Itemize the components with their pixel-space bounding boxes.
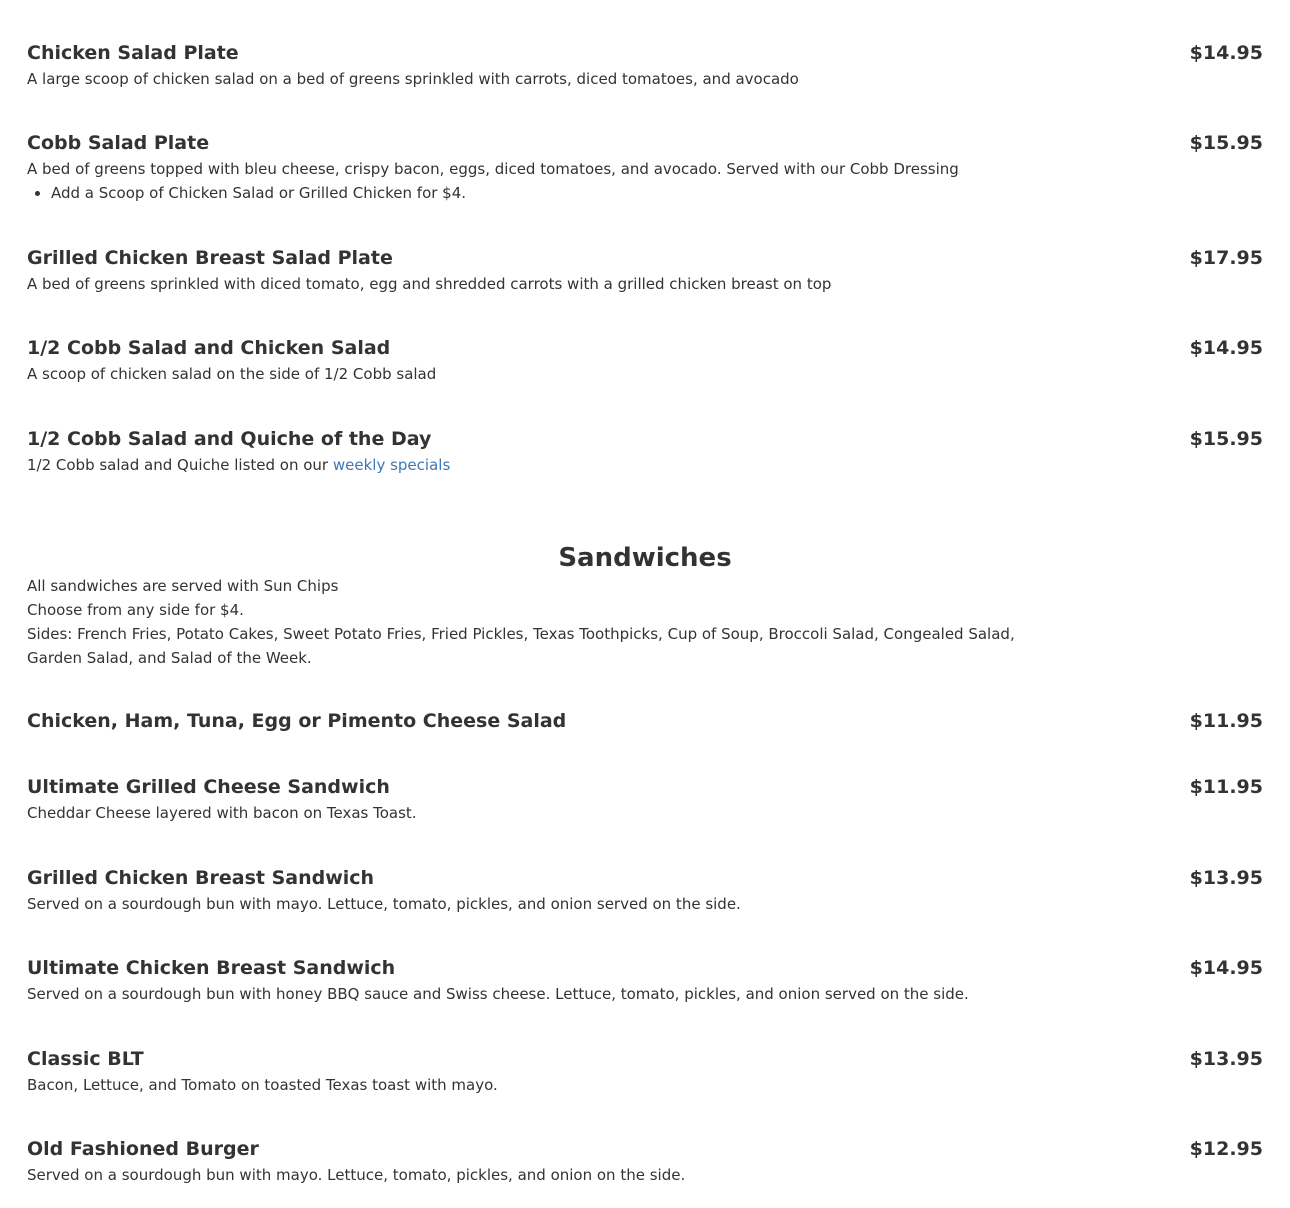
- item-price: $17.95: [1189, 247, 1263, 269]
- item-description: A bed of greens topped with bleu cheese, crispy bacon, eggs, diced tomatoes, and avocado. Served with our Cobb Dressing: [27, 160, 959, 178]
- item-description: Cheddar Cheese layered with bacon on Texas Toast.: [27, 804, 417, 822]
- description-text: 1/2 Cobb salad and Quiche listed on our: [27, 456, 333, 474]
- section-heading-sandwiches: Sandwiches: [558, 543, 732, 573]
- menu-item-grilled-chicken-breast-sandwich: [27, 865, 1263, 916]
- item-price: $14.95: [1189, 957, 1263, 979]
- item-price: $15.95: [1189, 428, 1263, 450]
- item-description: A bed of greens sprinkled with diced tomato, egg and shredded carrots with a grilled chicken breast on top: [27, 275, 832, 293]
- item-price: $14.95: [1189, 42, 1263, 64]
- menu-item-half-cobb-quiche: [27, 426, 1263, 477]
- item-name: Grilled Chicken Breast Sandwich: [27, 867, 375, 889]
- item-name: 1/2 Cobb Salad and Chicken Salad: [27, 337, 391, 359]
- intro-line: All sandwiches are served with Sun Chips: [27, 577, 339, 595]
- item-price: $13.95: [1189, 1048, 1263, 1070]
- item-price: $11.95: [1189, 710, 1263, 732]
- menu-item-ultimate-chicken-breast-sandwich: [27, 955, 1263, 1006]
- item-price: $13.95: [1189, 867, 1263, 889]
- item-description: Bacon, Lettuce, and Tomato on toasted Texas toast with mayo.: [27, 1076, 498, 1094]
- menu-item-chicken-salad-plate: [27, 40, 1263, 91]
- item-description: A large scoop of chicken salad on a bed of greens sprinkled with carrots, diced tomatoes, and avocado: [27, 70, 799, 88]
- addon-list: [27, 181, 1263, 205]
- weekly-specials-link[interactable]: weekly specials: [332, 456, 451, 474]
- addon-item: • Add a Scoop of Chicken Salad or Grilled Chicken for $4.: [51, 181, 1263, 205]
- item-description: A scoop of chicken salad on the side of 1/2 Cobb salad: [27, 365, 437, 383]
- item-description: Served on a sourdough bun with mayo. Lettuce, tomato, pickles, and onion served on the side.: [27, 895, 741, 913]
- item-price: $12.95: [1189, 1138, 1263, 1160]
- sandwiches-intro: [27, 574, 1027, 670]
- menu-item-half-cobb-chicken-salad: [27, 335, 1263, 386]
- item-name: Chicken, Ham, Tuna, Egg or Pimento Cheese Salad: [27, 710, 567, 732]
- item-price: $15.95: [1189, 132, 1263, 154]
- item-name: Old Fashioned Burger: [27, 1138, 259, 1160]
- menu-item-salad-sandwich: [27, 708, 1263, 734]
- item-name: Grilled Chicken Breast Salad Plate: [27, 247, 393, 269]
- item-description: Served on a sourdough bun with honey BBQ sauce and Swiss cheese. Lettuce, tomato, pickles, and onion served on the side.: [27, 985, 969, 1003]
- item-name: Ultimate Chicken Breast Sandwich: [27, 957, 396, 979]
- item-name: Chicken Salad Plate: [27, 42, 239, 64]
- intro-line: Choose from any side for $4.: [27, 601, 244, 619]
- item-name: Ultimate Grilled Cheese Sandwich: [27, 776, 390, 798]
- menu-item-ultimate-grilled-cheese: [27, 774, 1263, 825]
- item-description: Served on a sourdough bun with mayo. Lettuce, tomato, pickles, and onion on the side.: [27, 1166, 686, 1184]
- item-name: Classic BLT: [27, 1048, 144, 1070]
- sides-list-text: Sides: French Fries, Potato Cakes, Sweet Potato Fries, Fried Pickles, Texas Toothpicks, Cup of Soup, Broccoli Salad, Congealed Salad, Garden Salad, and Salad of the Week.: [27, 625, 1015, 667]
- item-description: [27, 453, 1263, 477]
- menu-item-cobb-salad-plate: [27, 130, 1263, 205]
- menu-item-classic-blt: [27, 1046, 1263, 1097]
- item-price: $14.95: [1189, 337, 1263, 359]
- menu-item-old-fashioned-burger: [27, 1136, 1263, 1187]
- item-name: Cobb Salad Plate: [27, 132, 210, 154]
- item-price: $11.95: [1189, 776, 1263, 798]
- menu-item-grilled-chicken-breast-salad-plate: [27, 245, 1263, 296]
- item-name: 1/2 Cobb Salad and Quiche of the Day: [27, 428, 432, 450]
